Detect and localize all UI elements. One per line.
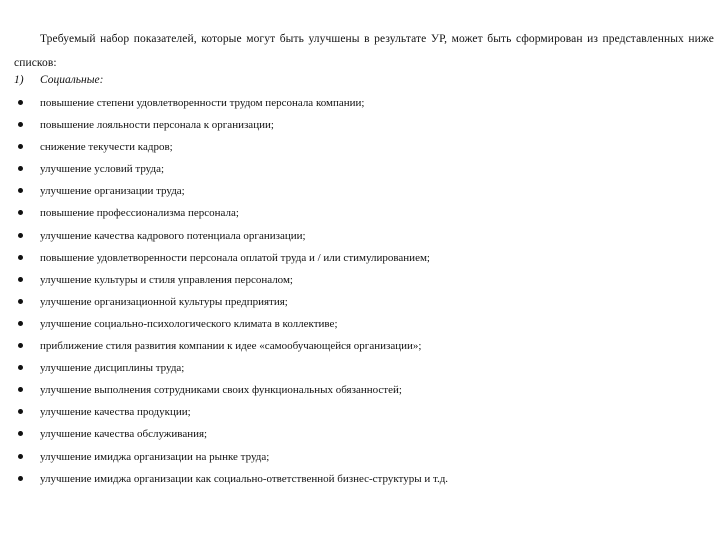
list-item [14,357,714,379]
list-item [14,225,714,247]
list-item-text: улучшение имиджа организации на рынке труда; [40,450,270,463]
bullet-icon [18,100,23,105]
list-item [14,136,714,158]
list-item [14,291,714,313]
bullet-icon [18,255,23,260]
list-item-text: улучшение качества продукции; [40,406,191,419]
list-item-text: улучшение условий труда; [40,163,165,176]
bullet-icon [18,409,23,414]
list-item-text: улучшение имиджа организации как социально-ответственной бизнес-структуры и т.д. [40,472,449,485]
list-item [14,446,714,468]
list-item-text: снижение текучести кадров; [40,141,173,154]
bullet-icon [18,476,23,481]
list-item-text: улучшение организационной культуры предприятия; [40,295,288,308]
bullet-icon [18,210,23,215]
list-item-text: повышение удовлетворенности персонала оплатой труда и / или стимулированием; [40,251,430,264]
list-item-text: улучшение качества обслуживания; [40,428,208,441]
list-item [14,313,714,335]
list-item [14,202,714,224]
list-item [14,158,714,180]
bullet-icon [18,343,23,348]
list-item-text: улучшение выполнения сотрудниками своих функциональных обязанностей; [40,384,402,397]
list-item-text: улучшение социально-психологического климата в коллективе; [40,317,338,330]
list-item [14,269,714,291]
section-heading [14,70,103,90]
list-item-text: повышение лояльности персонала к организации; [40,119,274,132]
list-item [14,379,714,401]
list-item-text: улучшение организации труда; [40,185,185,198]
bullet-icon [18,365,23,370]
bullet-icon [18,233,23,238]
intro-paragraph: Требуемый набор показателей, которые могут быть улучшены в результате УР, может быть сформирован из представленных ниже списков: [14,33,714,69]
list-item [14,468,714,490]
list-item [14,423,714,445]
list-item-text: улучшение культуры и стиля управления персоналом; [40,273,293,286]
section-number: 1) [14,74,24,86]
list-item [14,114,714,136]
list-item-text: улучшение качества кадрового потенциала организации; [40,229,306,242]
list-item-text: приближение стиля развития компании к идее «самообучающейся организации»; [40,340,422,353]
list-item [14,335,714,357]
bullet-icon [18,122,23,127]
bullet-icon [18,277,23,282]
list-item [14,401,714,423]
bullet-icon [18,321,23,326]
indicators-list [14,92,714,490]
section-title: Социальные: [40,74,104,86]
list-item [14,180,714,202]
bullet-icon [18,188,23,193]
list-item-text: улучшение дисциплины труда; [40,362,185,375]
list-item-text: повышение профессионализма персонала; [40,207,239,220]
bullet-icon [18,431,23,436]
list-item [14,92,714,114]
list-item-text: повышение степени удовлетворенности трудом персонала компании; [40,97,365,109]
bullet-icon [18,299,23,304]
list-item [14,247,714,269]
bullet-icon [18,454,23,459]
bullet-icon [18,144,23,149]
bullet-icon [18,166,23,171]
bullet-icon [18,387,23,392]
